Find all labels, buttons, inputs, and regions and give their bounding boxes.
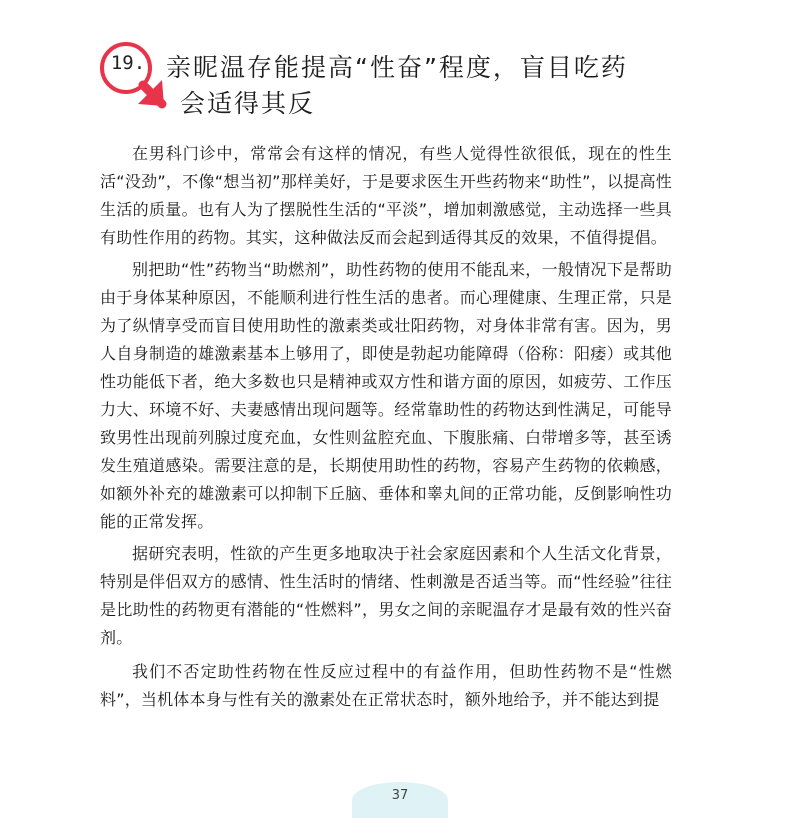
paragraph-2: 别把助“性”药物当“助燃剂”，助性药物的使用不能乱来，一般情况下是帮助由于身体某种原因，不能顺利进行性生活的患者。而心理健康、生理正常，只是为了纵情享受而盲目使用助性的激素类或壮阳药物，对身体非常有害。因为，男人自身制造的雄激素基本上够用了，即使是勃起功能障碍（俗称：阳痿）或其他性功能低下者，绝大多数也只是精神或双方性和谐方面的原因，如疲劳、工作压力大、环境不好、夫妻感情出现问题等。经常靠助性的药物达到性满足，可能导致男性出现前列腺过度充血，女性则盆腔充血、下腹胀痛、白带增多等，甚至诱发生殖道感染。需要注意的是，长期使用助性的药物，容易产生药物的依赖感，如额外补充的雄激素可以抑制下丘脑、垂体和睾丸间的正常功能，反倒影响性功能的正常发挥。: [100, 260, 672, 531]
page-number: 37: [391, 788, 409, 803]
section-title-line-1: 亲昵温存能提高“性奋”程度，盲目吃药: [166, 53, 628, 82]
page-footer: [340, 782, 460, 812]
male-symbol-icon: [98, 40, 170, 112]
section-number: 19.: [110, 52, 146, 74]
chapter-header: [98, 40, 718, 120]
paragraph-1: 在男科门诊中，常常会有这样的情况，有些人觉得性欲很低，现在的性生活“没劲”，不像“想当初”那样美好，于是要求医生开些药物来“助性”，以提高性生活的质量。也有人为了摆脱性生活的“平淡”，增加刺激感觉，主动选择一些具有助性作用的药物。其实，这种做法反而会起到适得其反的效果，不值得提倡。: [100, 144, 672, 247]
body-text: [100, 140, 672, 718]
section-title-line-2: 会适得其反: [180, 89, 316, 118]
paragraph-3: 据研究表明，性欲的产生更多地取决于社会家庭因素和个人生活文化背景，特别是伴侣双方的感情、性生活时的情绪、性刺激是否适当等。而“性经验”往往是比助性的药物更有潜能的“性燃料”，男女之间的亲昵温存才是最有效的性兴奋剂。: [100, 544, 672, 647]
section-badge: [98, 40, 158, 100]
paragraph-4: 我们不否定助性药物在性反应过程中的有益作用，但助性药物不是“性燃料”，当机体本身与性有关的激素处在正常状态时，额外地给予，并不能达到提: [100, 662, 672, 709]
